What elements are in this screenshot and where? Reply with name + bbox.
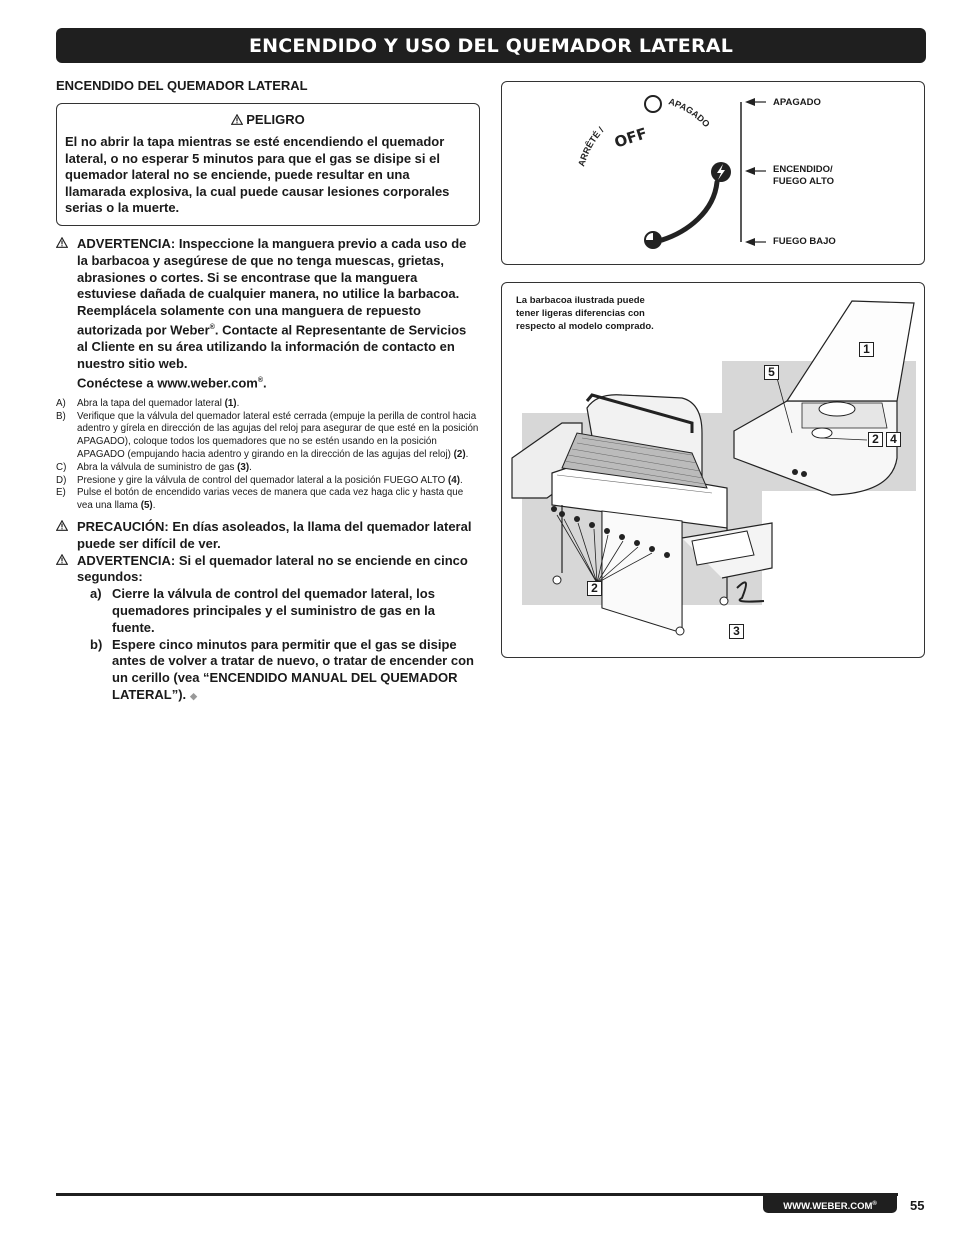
warning-hose: ADVERTENCIA: Inspeccione la manguera previo a cada uso de la barbacoa y asegúrese de que no tenga muescas, grietas, abrasiones o cortes. Si se encontrase que la manguera estuviese dañada de cualquier manera, no utilice la barbacoa. Reemplácela solamente con una manguera de repuesto autorizada por Weber®. Contacte al Representante de Servicios al Cliente en su área utilizando la información de contacto en nuestro sitio web. Conéctese a www.weber.com®.	[56, 236, 480, 392]
arrow-left-icon	[745, 167, 755, 175]
dial-diagram	[501, 81, 925, 265]
callout-3: 3	[729, 624, 744, 639]
arrow-left-icon	[745, 98, 755, 106]
steps-list	[56, 398, 480, 513]
step-item: D) Presione y gire la válvula de control del quemador lateral a la posición FUEGO ALTO (4).	[56, 474, 463, 486]
label-off: APAGADO	[773, 97, 821, 108]
warning-hose-text-a: ADVERTENCIA: Inspeccione la manguera previo a cada uso de la barbacoa y asegúrese de que no tenga muescas, grietas, abrasiones o cortes. Si se encontrase que la manguera estuviese dañada de cualquier manera, no utilice la barbacoa. Reemplácela solamente con una manguera de repuesto autorizada por Weber	[77, 235, 467, 338]
label-low: FUEGO BAJO	[773, 236, 836, 247]
dial-off-es-label: APAGADO	[667, 96, 712, 130]
end-diamond-icon: ◆	[190, 690, 198, 701]
page-number: 55	[910, 1198, 925, 1213]
dial-drawing	[502, 82, 926, 266]
warning-triangle-icon	[56, 520, 68, 531]
warning-triangle-icon	[56, 237, 68, 248]
page-title-bar	[56, 28, 926, 63]
section-heading: ENCENDIDO DEL QUEMADOR LATERAL	[56, 78, 308, 93]
sub-step-item: a) Cierre la válvula de control del quemador lateral, los quemadores principales y el suministro de gas en la fuente.	[90, 586, 435, 635]
sub-step-item: b) Espere cinco minutos para permitir que el gas se disipe antes de volver a tratar de nuevo, o tratar de encender con un cerillo (vea “ENCENDIDO MANUAL DEL QUEMADOR LATERAL”). ◆	[90, 636, 474, 702]
callout-1: 1	[859, 342, 874, 357]
registered-mark: ®	[257, 376, 264, 384]
callout-5: 5	[764, 365, 779, 380]
page-title: ENCENDIDO Y USO DEL QUEMADOR LATERAL	[248, 34, 734, 57]
grill-note: La barbacoa ilustrada puede tener ligeras diferencias con respecto al modelo comprado.	[516, 295, 654, 332]
step-item: A) Abra la tapa del quemador lateral (1).	[56, 397, 240, 409]
warning-no-ignite-text: ADVERTENCIA: Si el quemador lateral no se enciende en cinco segundos:	[77, 552, 468, 585]
danger-box	[56, 103, 480, 226]
grill-drawing	[502, 283, 925, 658]
callout-2-side: 2	[868, 432, 883, 447]
step-item: C) Abra la válvula de suministro de gas (3).	[56, 461, 252, 473]
sub-steps-list	[90, 586, 480, 705]
dial-off-fr-label: ARRÊTÉ /	[576, 125, 606, 168]
warning-no-ignite	[56, 553, 480, 587]
caution-text: PRECAUCIÓN: En días asoleados, la llama del quemador lateral puede ser difícil de ver.	[77, 518, 472, 551]
warning-triangle-icon	[231, 114, 243, 125]
label-high: ENCENDIDO/ FUEGO ALTO	[773, 164, 835, 187]
left-column	[56, 78, 480, 705]
callout-4: 4	[886, 432, 901, 447]
step-item: E) Pulse el botón de encendido varias veces de manera que cada vez haga clic y hasta que vea una llama (5).	[56, 487, 464, 512]
arrow-left-icon	[745, 238, 755, 246]
dial-off-en-label: OFF	[612, 124, 650, 152]
weber-link-text[interactable]: Conéctese a www.weber.com	[77, 375, 258, 390]
warning-triangle-icon	[56, 554, 68, 565]
step-item: B) Verifique que la válvula del quemador lateral esté cerrada (empuje la perilla de control hacia adentro y gírela en dirección de las agujas del reloj para asegurar de que esté en la posición APAGADO), coloque todos los quemadores que no se estén usando en la posición APAGADO (empujando hacia adentro y girando en la dirección de las agujas del reloj) (2).	[56, 410, 479, 460]
callout-2: 2	[587, 581, 602, 596]
registered-mark: ®	[209, 323, 215, 331]
grill-illustration	[501, 282, 925, 658]
warning-hose-text-b: . Contacte al Representante de Servicios al Cliente en su área utilizando la información de contacto en nuestro sitio web.	[77, 322, 467, 371]
dial-arc	[662, 182, 717, 240]
caution-sunny	[56, 519, 480, 553]
danger-title: PELIGRO	[65, 112, 471, 127]
footer-url[interactable]: WWW.WEBER.COM®	[763, 1196, 897, 1213]
danger-text: El no abrir la tapa mientras se esté encendiendo el quemador lateral, o no esperar 5 minutos para que el gas se disipe si el quemador lateral no se enciende, puede resultar en una llamarada explosiva, la cual puede causar lesiones corporales serias o la muerte.	[65, 134, 450, 216]
off-position-circle	[645, 96, 661, 112]
